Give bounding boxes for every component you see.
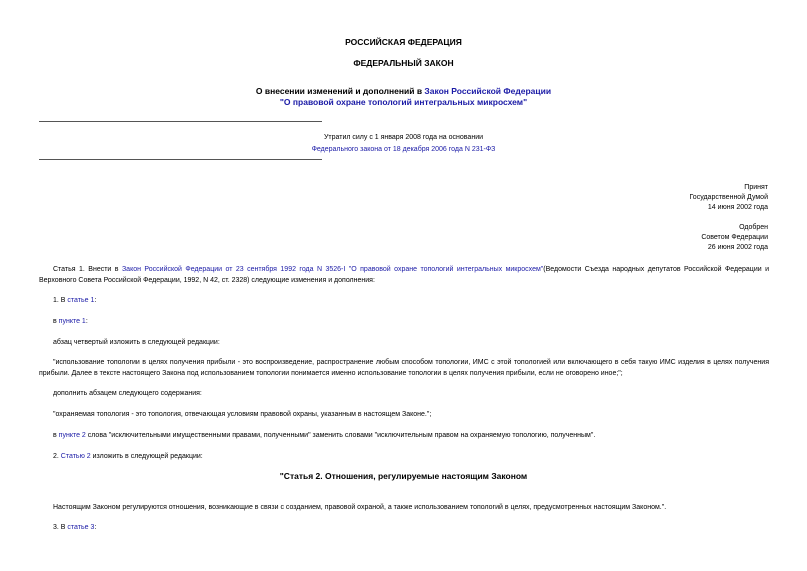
approved-body: Советом Федерации	[701, 234, 768, 241]
point-1-prefix: в	[53, 318, 59, 325]
point-1-link[interactable]: пункте 1	[58, 318, 86, 325]
law-type-heading: ФЕДЕРАЛЬНЫЙ ЗАКОН	[353, 58, 454, 68]
approved-block	[701, 223, 768, 253]
base-law-link[interactable]: Закон Российской Федерации от 23 сентября 1992 года N 3526-I "О правовой охране топологий интегральных микросхем"	[121, 266, 544, 273]
point-2-prefix: в	[53, 432, 59, 439]
article-2-link[interactable]: Статью 2	[60, 453, 91, 460]
article-1-link[interactable]: статье 1	[67, 297, 95, 304]
point-2-suffix: слова "исключительными имущественными правами, полученными" заменить словами "исключительным правом на охраняемую топологию, полученным".	[85, 432, 596, 439]
top-divider	[39, 121, 322, 122]
article-2-text: Настоящим Законом регулируются отношения, возникающие в связи с созданием, правовой охраной, а также использованием топологий в целях, предусмотренных настоящим Законом.".	[53, 504, 667, 511]
article-3-link[interactable]: статье 3	[67, 524, 95, 531]
approved-label: Одобрен	[739, 224, 768, 231]
article-1-prefix: Статья 1. Внести в	[53, 266, 122, 273]
point-1-suffix: :	[85, 318, 88, 325]
accepted-block	[689, 183, 768, 213]
item-3-suffix: :	[94, 524, 97, 531]
status-line: Утратил силу с 1 января 2008 года на основании	[323, 134, 484, 141]
quote-protected-topology: "охраняемая топология - это топология, отвечающая условиям правовой охраны, указанным в настоящем Законе.";	[53, 411, 432, 418]
article-1-paragraph	[39, 264, 769, 286]
item-2	[39, 451, 769, 462]
law-title-link[interactable]: Закон Российской Федерации	[424, 86, 552, 96]
item-3-prefix: 3. В	[53, 524, 68, 531]
point-2-link[interactable]: пункте 2	[58, 432, 86, 439]
approved-date: 26 июня 2002 года	[707, 244, 768, 251]
item-2-prefix: 2.	[53, 453, 61, 460]
item-1-suffix: :	[94, 297, 97, 304]
paragraph-four-instruction: абзац четвертый изложить в следующей редакции:	[53, 339, 220, 346]
accepted-label: Принят	[744, 184, 768, 191]
bottom-divider	[39, 159, 322, 160]
item-1-prefix: 1. В	[53, 297, 68, 304]
accepted-body: Государственной Думой	[689, 194, 768, 201]
point-1	[39, 316, 769, 327]
point-2	[39, 430, 769, 441]
law-title-line2[interactable]: "О правовой охране топологий интегральных микросхем"	[279, 97, 528, 107]
article-1-suffix: (Ведомости Съезда народных депутатов Российской Федерации и Верховного Совета Российской Федерации, 1992, N 42, ст. 2328) следующие изменения и дополнения:	[39, 266, 769, 284]
quote-usage-definition: "использование топологии в целях получения прибыли - это воспроизведение, распространение любым способом топологии, ИМС с этой топологией или включающего в себя такую ИМС изделия в целях получения прибыли. Далее в тексте настоящего Закона под использованием топологии понимается именно использование топологии в целях получения прибыли, если не оговорено иное;";	[39, 359, 769, 377]
item-3	[39, 522, 769, 533]
item-1	[39, 295, 769, 306]
law-title-line1	[0, 86, 807, 96]
law-title-prefix: О внесении изменений и дополнений в	[255, 86, 425, 96]
country-heading: РОССИЙСКАЯ ФЕДЕРАЦИЯ	[345, 37, 462, 47]
add-paragraph-instruction: дополнить абзацем следующего содержания:	[53, 390, 202, 397]
repeal-law-link[interactable]: Федерального закона от 18 декабря 2006 года N 231-ФЗ	[311, 146, 496, 153]
item-2-suffix: изложить в следующей редакции:	[90, 453, 203, 460]
article-2-heading: "Статья 2. Отношения, регулируемые настоящим Законом	[279, 471, 528, 481]
accepted-date: 14 июня 2002 года	[707, 204, 768, 211]
